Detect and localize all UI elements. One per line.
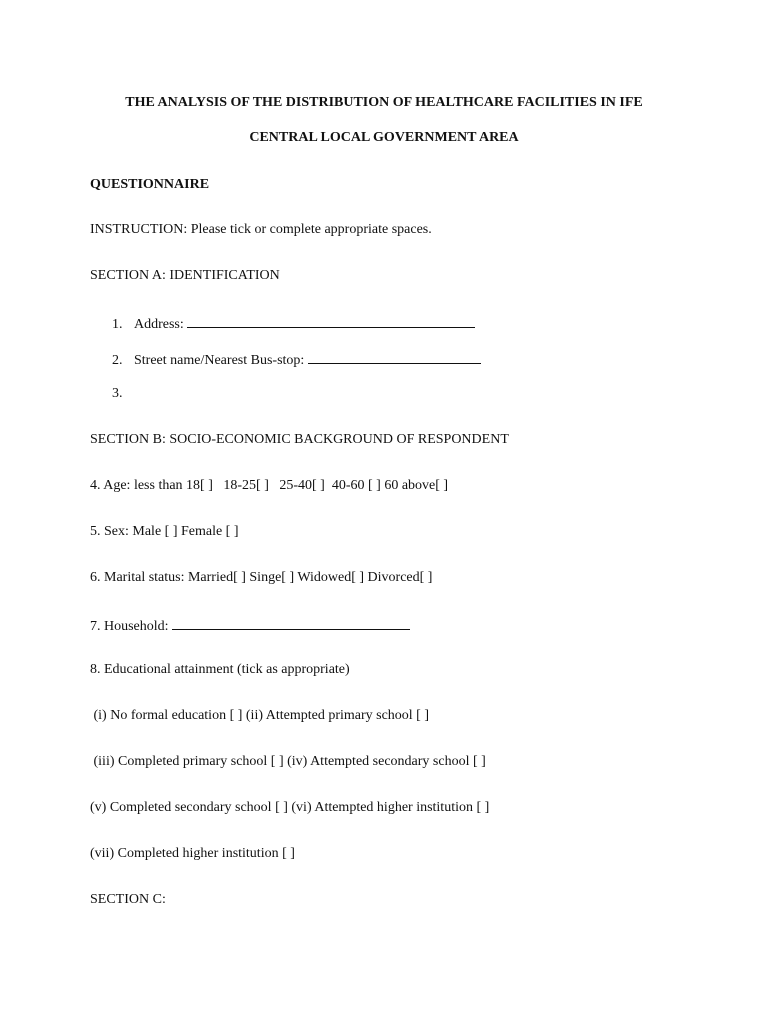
section-a-item-1 [112, 313, 475, 334]
item-number: 2. [112, 353, 123, 368]
education-option-line-3: (v) Completed secondary school [ ] (vi) Attempted higher institution [ ] [90, 800, 490, 815]
section-c-heading: SECTION C: [90, 892, 166, 907]
question-5-sex: 5. Sex: Male [ ] Female [ ] [90, 524, 239, 539]
street-name-blank-field[interactable] [308, 349, 481, 364]
questionnaire-heading: QUESTIONNAIRE [90, 177, 210, 192]
item-number: 3. [112, 386, 123, 401]
title-line-1: THE ANALYSIS OF THE DISTRIBUTION OF HEALTHCARE FACILITIES IN IFE [125, 95, 643, 110]
title-line-2: CENTRAL LOCAL GOVERNMENT AREA [249, 130, 519, 145]
education-option-line-1: (i) No formal education [ ] (ii) Attempted primary school [ ] [90, 708, 430, 723]
section-a-item-3 [112, 385, 134, 403]
question-7-household [90, 615, 410, 636]
address-blank-field[interactable] [187, 313, 475, 328]
household-label: 7. Household: [90, 619, 173, 634]
section-a-item-2 [112, 349, 481, 370]
item-number: 1. [112, 317, 123, 332]
instruction-text: INSTRUCTION: Please tick or complete appropriate spaces. [90, 222, 432, 237]
question-4-age: 4. Age: less than 18[ ] 18-25[ ] 25-40[ ] 40-60 [ ] 60 above[ ] [90, 478, 449, 493]
question-6-marital-status: 6. Marital status: Married[ ] Singe[ ] Widowed[ ] Divorced[ ] [90, 570, 433, 585]
section-a-heading: SECTION A: IDENTIFICATION [90, 268, 280, 283]
street-name-label: Street name/Nearest Bus-stop: [134, 353, 308, 368]
education-option-line-4: (vii) Completed higher institution [ ] [90, 846, 295, 861]
address-label: Address: [134, 317, 188, 332]
question-8-education: 8. Educational attainment (tick as appropriate) [90, 662, 350, 677]
household-blank-field[interactable] [172, 615, 410, 630]
education-option-line-2: (iii) Completed primary school [ ] (iv) Attempted secondary school [ ] [90, 754, 486, 769]
section-b-heading: SECTION B: SOCIO-ECONOMIC BACKGROUND OF RESPONDENT [90, 432, 509, 447]
